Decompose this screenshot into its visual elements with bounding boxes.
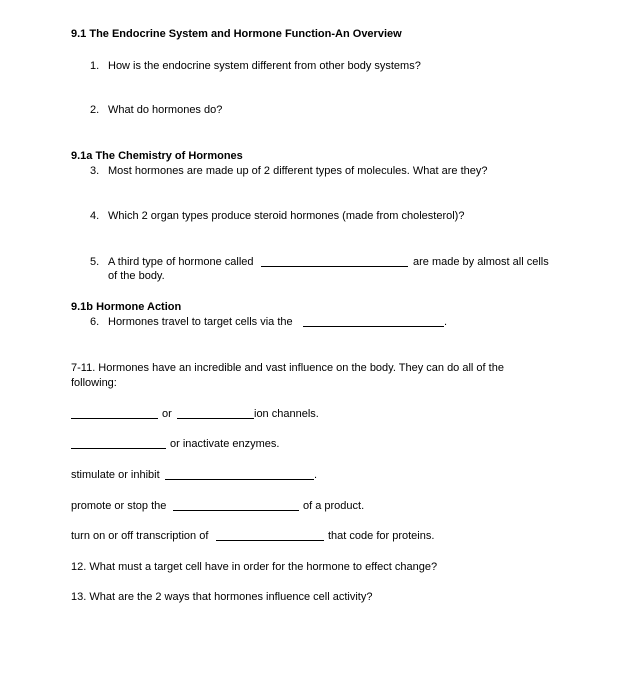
question-12-text: 12. What must a target cell have in order for the hormone to effect change? xyxy=(71,561,438,573)
question-5-text-c: of the body. xyxy=(108,270,165,282)
questions-7-11-intro-line2: following: xyxy=(71,377,117,389)
answer-blank-6[interactable] xyxy=(303,316,444,327)
section-heading-9-1b: 9.1b Hormone Action xyxy=(71,301,182,313)
question-5-text-b: are made by almost all cells xyxy=(413,256,549,268)
line-11-end: that code for proteins. xyxy=(328,530,435,542)
line-10-end: of a product. xyxy=(303,500,365,512)
questions-7-11-intro-line1: 7-11. Hormones have an incredible and vast influence on the body. They can do all of the xyxy=(71,362,504,374)
answer-blank-11[interactable] xyxy=(216,530,324,541)
section-heading-9-1a: 9.1a The Chemistry of Hormones xyxy=(71,150,243,162)
question-4-text: Which 2 organ types produce steroid hormones (made from cholesterol)? xyxy=(108,210,465,222)
answer-blank-5[interactable] xyxy=(261,256,408,267)
question-3-text: Most hormones are made up of 2 different types of molecules. What are they? xyxy=(108,165,488,177)
line-7-or: or xyxy=(162,408,172,420)
answer-blank-10[interactable] xyxy=(173,500,299,511)
question-number-4: 4. xyxy=(90,210,100,222)
answer-blank-7[interactable] xyxy=(71,408,158,419)
line-10-start: promote or stop the xyxy=(71,500,167,512)
line-7-end: ion channels. xyxy=(254,408,319,420)
question-number-3: 3. xyxy=(90,165,100,177)
line-11-start: turn on or off transcription of xyxy=(71,530,209,542)
question-number-6: 6. xyxy=(90,316,100,328)
line-9-start: stimulate or inhibit xyxy=(71,469,160,481)
question-5-text-a: A third type of hormone called xyxy=(108,256,254,268)
question-number-5: 5. xyxy=(90,256,100,268)
answer-blank-9[interactable] xyxy=(165,469,314,480)
question-13-text: 13. What are the 2 ways that hormones influence cell activity? xyxy=(71,591,373,603)
question-number-2: 2. xyxy=(90,104,100,116)
question-number-1: 1. xyxy=(90,60,100,72)
question-6-end: . xyxy=(444,316,448,328)
question-2-text: What do hormones do? xyxy=(108,104,223,116)
question-1-text: How is the endocrine system different from other body systems? xyxy=(108,60,421,72)
answer-blank-7b[interactable] xyxy=(177,408,254,419)
line-9-end: . xyxy=(314,469,318,481)
line-8-end: or inactivate enzymes. xyxy=(170,438,280,450)
answer-blank-8[interactable] xyxy=(71,438,166,449)
section-heading-9-1: 9.1 The Endocrine System and Hormone Function-An Overview xyxy=(71,28,402,40)
question-6-text: Hormones travel to target cells via the xyxy=(108,316,293,328)
